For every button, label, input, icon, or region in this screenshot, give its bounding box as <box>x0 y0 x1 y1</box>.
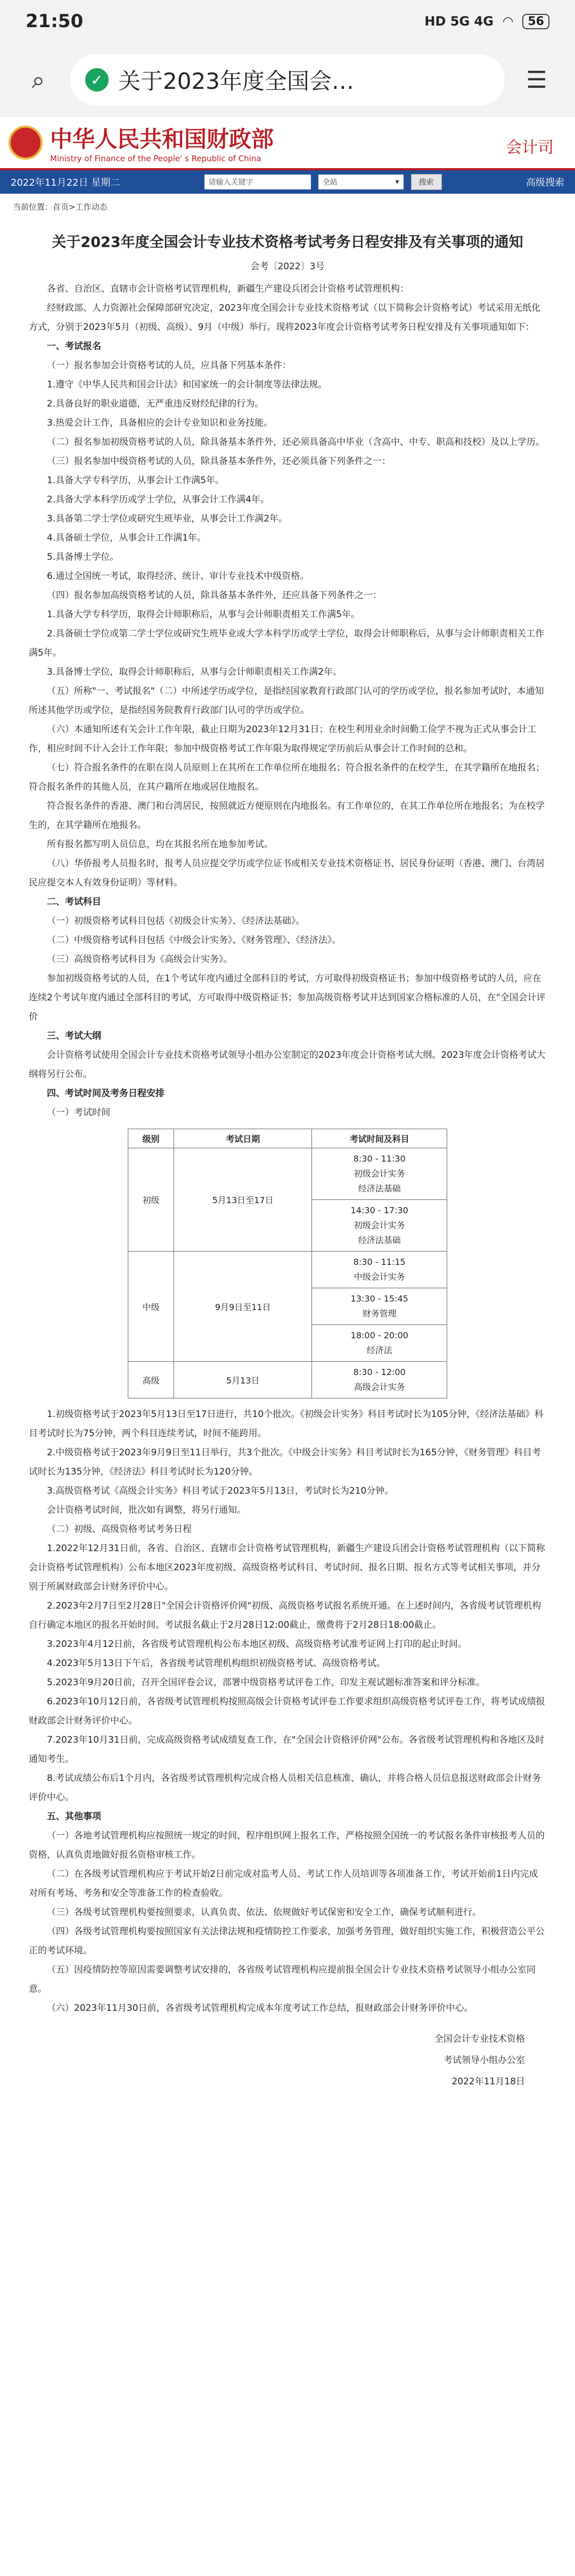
paragraph: （四）各级考试管理机构要按照国家有关法律法规和疫情防控工作要求，加强考务管理，做好组织实施工作，积极营造公平公正的考试环境。 <box>29 1926 545 1956</box>
paragraph: 会计资格考试使用全国会计专业技术资格考试领导小组办公室制定的2023年度会计资格考试大纲。2023年度会计资格考试大纲将另行公布。 <box>29 1050 546 1080</box>
paragraph: （五）所称"一、考试报名"（二）中所述学历或学位，是指经国家教育行政部门认可的学历或学位，报名参加考试时，本通知所述其他学历或学位，是指经国务院教育行政部门认可的学历或学位。 <box>29 686 544 716</box>
paragraph: （三）各级考试管理机构要按照要求，认真负责、依法、依规做好考试保密和安全工作，确保考试顺利进行。 <box>47 1907 481 1918</box>
site-logo[interactable]: 中华人民共和国财政部 Ministry of Finance of the People' s Republic of China <box>50 126 274 163</box>
paragraph: 1.具备大学专科学历，取得会计师职称后，从事与会计师职责相关工作满5年。 <box>47 609 360 620</box>
browser-address-bar <box>0 43 575 117</box>
secure-shield-icon: ✓ <box>85 68 109 92</box>
cell-line: 财务管理 <box>362 1308 397 1319</box>
paragraph: 4.具备硕士学位，从事会计工作满1年。 <box>47 533 207 543</box>
paragraph: 7.2023年10月31日前，完成高级资格考试成绩复查工作，在"全国会计资格评价网"公布。各省级考试管理机构和各地区及时通知考生。 <box>29 1735 545 1765</box>
paragraph: 8.考试成绩公布后1个月内，各省级考试管理机构完成合格人员相关信息核准、确认，并将合格人员信息报送财政部会计财务评价中心。 <box>29 1773 541 1803</box>
table-header-cell: 考试日期 <box>174 1129 312 1148</box>
article-body <box>29 279 546 1026</box>
current-date: 2022年11月22日 星期二 <box>11 177 120 188</box>
paragraph: （五）因疫情防控等原因需要调整考试安排的，各省级考试管理机构应提前报全国会计专业技术资格考试领导小组办公室同意。 <box>29 1965 536 1994</box>
address-field[interactable] <box>70 54 505 105</box>
paragraph: 3.具备第二学士学位或研究生班毕业，从事会计工作满2年。 <box>47 513 288 524</box>
cell-line: 8:30 - 11:30 <box>353 1154 406 1164</box>
article <box>0 230 575 2092</box>
paragraph: 2.具备良好的职业道德，无严重违反财经纪律的行为。 <box>47 399 264 409</box>
page-title-in-address: 关于2023年度全国会… <box>118 68 354 94</box>
cell-line: 初级会计实务 <box>354 1169 405 1179</box>
cell-line: 8:30 - 11:15 <box>353 1257 406 1267</box>
advanced-search-link[interactable]: 高级搜索 <box>526 177 564 188</box>
table-header-cell: 级别 <box>128 1129 174 1148</box>
breadcrumb: 当前位置：首页>工作动态 <box>13 202 108 212</box>
paragraph: （七）符合报名条件的在职在岗人员原则上在其所在工作单位所在地报名；符合报名条件的在校学生，在其学籍所在地报名；符合报名条件的其他人员，在其户籍所在地或居住地报名。 <box>29 763 545 792</box>
status-icons <box>424 14 549 29</box>
table-header-row <box>128 1129 447 1148</box>
date-cell: 5月13日至17日 <box>174 1148 312 1252</box>
time-subject-cell <box>312 1200 447 1252</box>
paragraph: 3.热爱会计工作，具备相应的会计专业知识和业务技能。 <box>47 418 273 428</box>
time-subject-cell <box>312 1362 447 1398</box>
paragraph: 符合报名条件的香港、澳门和台湾居民，按照就近方便原则在内地报名。有工作单位的，在其工作单位所在地报名；为在校学生的，在其学籍所在地报名。 <box>29 801 545 831</box>
clock: 21:50 <box>26 11 84 32</box>
paragraph: （二）在各级考试管理机构应于考试开始2日前完成对监考人员、考试工作人员培训等各项准备工作，考试开始前1日内完成对所有考场、考务和安全等准备工作的检查验收。 <box>29 1869 538 1899</box>
section-heading: 一、考试报名 <box>47 341 101 352</box>
paragraph: 6.通过全国统一考试，取得经济、统计、审计专业技术中级资格。 <box>47 571 309 582</box>
paragraph: （一）报名参加会计资格考试的人员，应具备下列基本条件： <box>47 360 291 371</box>
department-name: 会计司 <box>506 138 554 157</box>
wifi-icon: ◠ <box>503 14 513 29</box>
paragraph: 参加初级资格考试的人员，在1个考试年度内通过全部科目的考试，方可取得初级资格证书；参加中级资格考试的人员，应在连续2个考试年度内通过全部科目的考试，方可取得中级资格证书；参加高级资格考试并达到国家合格标准的人员，在"全国会计评价 <box>29 973 546 1022</box>
paragraph: 3.具备博士学位，取得会计师职称后，从事与会计师职责相关工作满2年。 <box>47 667 342 677</box>
paragraph: （四）报名参加高级资格考试的人员，除具备基本条件外，还应具备下列条件之一： <box>47 590 382 601</box>
paragraph: 2.具备大学本科学历或学士学位，从事会计工作满4年。 <box>47 494 270 505</box>
paragraph: 1.2022年12月31日前，各省、自治区、直辖市会计资格考试管理机构，新疆生产建设兵团会计资格考试管理机构（以下简称会计资格考试管理机构）公布本地区2023年度初级、高级资格考试科目、考试时间、报名日期、报名方式等考试相关事项，并分别于所属财政部会计财务评价中心。 <box>29 1543 545 1592</box>
paragraph: 所有报名都写明人员信息，均在其报名所在地参加考试。 <box>47 839 273 850</box>
section-heading: 四、考试时间及考务日程安排 <box>47 1088 165 1099</box>
chevron-down-icon: ▾ <box>395 178 399 186</box>
cell-line: 经济法 <box>366 1345 392 1355</box>
paragraph: （三）报名参加中级资格考试的人员，除具备基本条件外，还必须具备下列条件之一： <box>47 456 391 467</box>
paragraph: 1.具备大学专科学历，从事会计工作满5年。 <box>47 475 225 486</box>
network-icon: HD 5G 4G <box>424 14 494 29</box>
search-button[interactable]: 搜索 <box>411 174 442 190</box>
cell-line: 14:30 - 17:30 <box>350 1205 408 1215</box>
document-number: 会考〔2022〕3号 <box>250 261 325 272</box>
cell-line: 经济法基础 <box>358 1183 401 1194</box>
paragraph: 4.2023年5月13日下午后，各省级考试管理机构组织初级资格考试、高级资格考试。 <box>47 1658 385 1669</box>
paragraph: （三）高级资格考试科目为《高级会计实务》。 <box>47 954 233 965</box>
paragraph: 2.中级资格考试于2023年9月9日至11日举行，共3个批次。《中级会计实务》科目考试时长为165分钟，《财务管理》科目考试时长为135分钟，《经济法》科目考试时长为120分钟。 <box>29 1447 541 1477</box>
section-heading: 三、考试大纲 <box>47 1031 101 1041</box>
time-subject-cell <box>312 1252 447 1288</box>
time-subject-cell <box>312 1325 447 1362</box>
national-emblem-icon <box>9 126 43 160</box>
cell-line: 高级会计实务 <box>354 1382 405 1392</box>
paragraph: 2.具备硕士学位或第二学士学位或研究生班毕业或大学本科学历或学士学位，取得会计师职称后，从事与会计师职责相关工作满5年。 <box>29 628 545 658</box>
paragraph: 6.2023年10月12日前，各省级考试管理机构按照高级会计资格考试评卷工作要求组织高级资格考试评卷工作，将考试成绩报财政部会计财务评价中心。 <box>29 1696 545 1726</box>
paragraph: （二）报名参加初级资格考试的人员，除具备基本条件外，还必须具备高中毕业（含高中、中专、职高和技校）及以上学历。 <box>47 437 545 448</box>
paragraph: （六）2023年11月30日前，各省级考试管理机构完成本年度考试工作总结，报财政部会计财务评价中心。 <box>47 2003 473 2014</box>
paragraph: 各省、自治区、直辖市会计资格考试管理机构，新疆生产建设兵团会计资格考试管理机构： <box>47 284 409 294</box>
section-heading: 五、其他事项 <box>47 1811 101 1822</box>
section-heading: 二、考试科目 <box>47 897 101 907</box>
cell-line: 18:00 - 20:00 <box>350 1330 408 1340</box>
paragraph: 3.高级资格考试《高级会计实务》科目考试于2023年5月13日，考试时长为210分钟。 <box>47 1486 394 1496</box>
paragraph: （二）中级资格考试科目包括《中级会计实务》、《财务管理》、《经济法》。 <box>47 935 341 946</box>
cell-line: 初级会计实务 <box>354 1220 405 1230</box>
paragraph: 2.2023年2月7日至2月28日"全国会计资格评价网"初级、高级资格考试报名系统开通。在上述时间内，各省级考试管理机构自行确定本地区的报名开始时间。考试报名截止于2月28日12:00截止，缴费将于2月28日18:00截止。 <box>29 1601 541 1630</box>
paragraph: 经财政部、人力资源社会保障部研究决定，2023年度全国会计专业技术资格考试（以下简称会计资格考试）考试采用无纸化方式，分别于2023年5月（初级、高级）、9月（中级）举行。现将2023年度会计资格考试考务日程安排及有关事项通知如下： <box>29 303 541 333</box>
search-scope-select[interactable]: 全站 ▾ <box>318 175 404 189</box>
signature-block: 全国会计专业技术资格 考试领导小组办公室 2022年11月18日 <box>434 2034 525 2087</box>
table-body <box>128 1148 447 1398</box>
paragraph: 会计资格考试时间，批次如有调整，将另行通知。 <box>47 1505 246 1515</box>
battery-icon: 56 <box>522 14 549 29</box>
paragraph: 3.2023年4月12日前，各省级考试管理机构公布本地区初级、高级资格考试准考证网上打印的起止时间。 <box>47 1639 467 1650</box>
article-title: 关于2023年度全国会计专业技术资格考试考务日程安排及有关事项的通知 <box>52 234 523 251</box>
paragraph: 1.初级资格考试于2023年5月13日至17日进行，共10个批次。《初级会计实务》科目考试时长为105分钟，《经济法基础》科目考试时长为75分钟，两个科目连续考试，时间不能跨用。 <box>29 1409 544 1439</box>
cell-line: 经济法基础 <box>358 1235 401 1245</box>
date-cell: 9月9日至11日 <box>174 1252 312 1362</box>
level-cell: 高级 <box>128 1362 174 1398</box>
cell-line: 13:30 - 15:45 <box>350 1294 408 1304</box>
article-body-2 <box>29 1026 546 1122</box>
paragraph: （一）考试时间 <box>47 1107 110 1118</box>
search-icon[interactable]: ⌕ <box>31 66 45 94</box>
cell-line: 中级会计实务 <box>354 1272 405 1282</box>
nav-bar <box>0 170 575 194</box>
paragraph: （八）华侨报考人员报名时，报考人员应提交学历或学位证书或相关专业技术资格证书、居民身份证明（香港、澳门、台湾居民应提交本人有效身份证明）等材料。 <box>29 858 545 888</box>
table-row <box>128 1362 447 1398</box>
time-subject-cell <box>312 1288 447 1325</box>
menu-icon[interactable]: ☰ <box>526 66 547 94</box>
date-cell: 5月13日 <box>174 1362 312 1398</box>
table-header-cell: 考试时间及科目 <box>312 1129 447 1148</box>
site-header <box>0 117 575 170</box>
level-cell: 初级 <box>128 1148 174 1252</box>
paragraph: （二）初级、高级资格考试考务日程 <box>47 1524 192 1535</box>
paragraph: 1.遵守《中华人民共和国会计法》和国家统一的会计制度等法律法规。 <box>47 379 327 390</box>
table-row <box>128 1252 447 1288</box>
paragraph: （一）各地考试管理机构应按照统一规定的时间、程序组织网上报名工作，严格按照全国统一的考试报名条件审核报考人员的资格，认真负责地做好报名资格审核工作。 <box>29 1830 545 1860</box>
time-subject-cell <box>312 1148 447 1200</box>
status-bar <box>0 0 575 43</box>
paragraph: （一）初级资格考试科目包括《初级会计实务》、《经济法基础》。 <box>47 916 305 926</box>
paragraph: 5.2023年9月20日前，召开全国评卷会议，部署中级资格考试评卷工作，印发主观试题标准答案和评分标准。 <box>47 1677 485 1688</box>
paragraph: 5.具备博士学位。 <box>47 552 119 562</box>
search-input[interactable]: 请输入关键字 <box>204 175 311 189</box>
article-body-3 <box>29 1405 546 2018</box>
level-cell: 中级 <box>128 1252 174 1362</box>
table-row <box>128 1148 447 1200</box>
cell-line: 8:30 - 12:00 <box>353 1367 406 1377</box>
exam-schedule-table <box>128 1129 447 1398</box>
paragraph: （六）本通知所述有关会计工作年限，截止日期为2023年12月31日；在校生利用业余时间勤工俭学不视为正式从事会计工作，相应时间不计入会计工作年限；参加中级资格考试工作年限为取得规定学历前后从事会计工作时间的总和。 <box>29 724 537 754</box>
